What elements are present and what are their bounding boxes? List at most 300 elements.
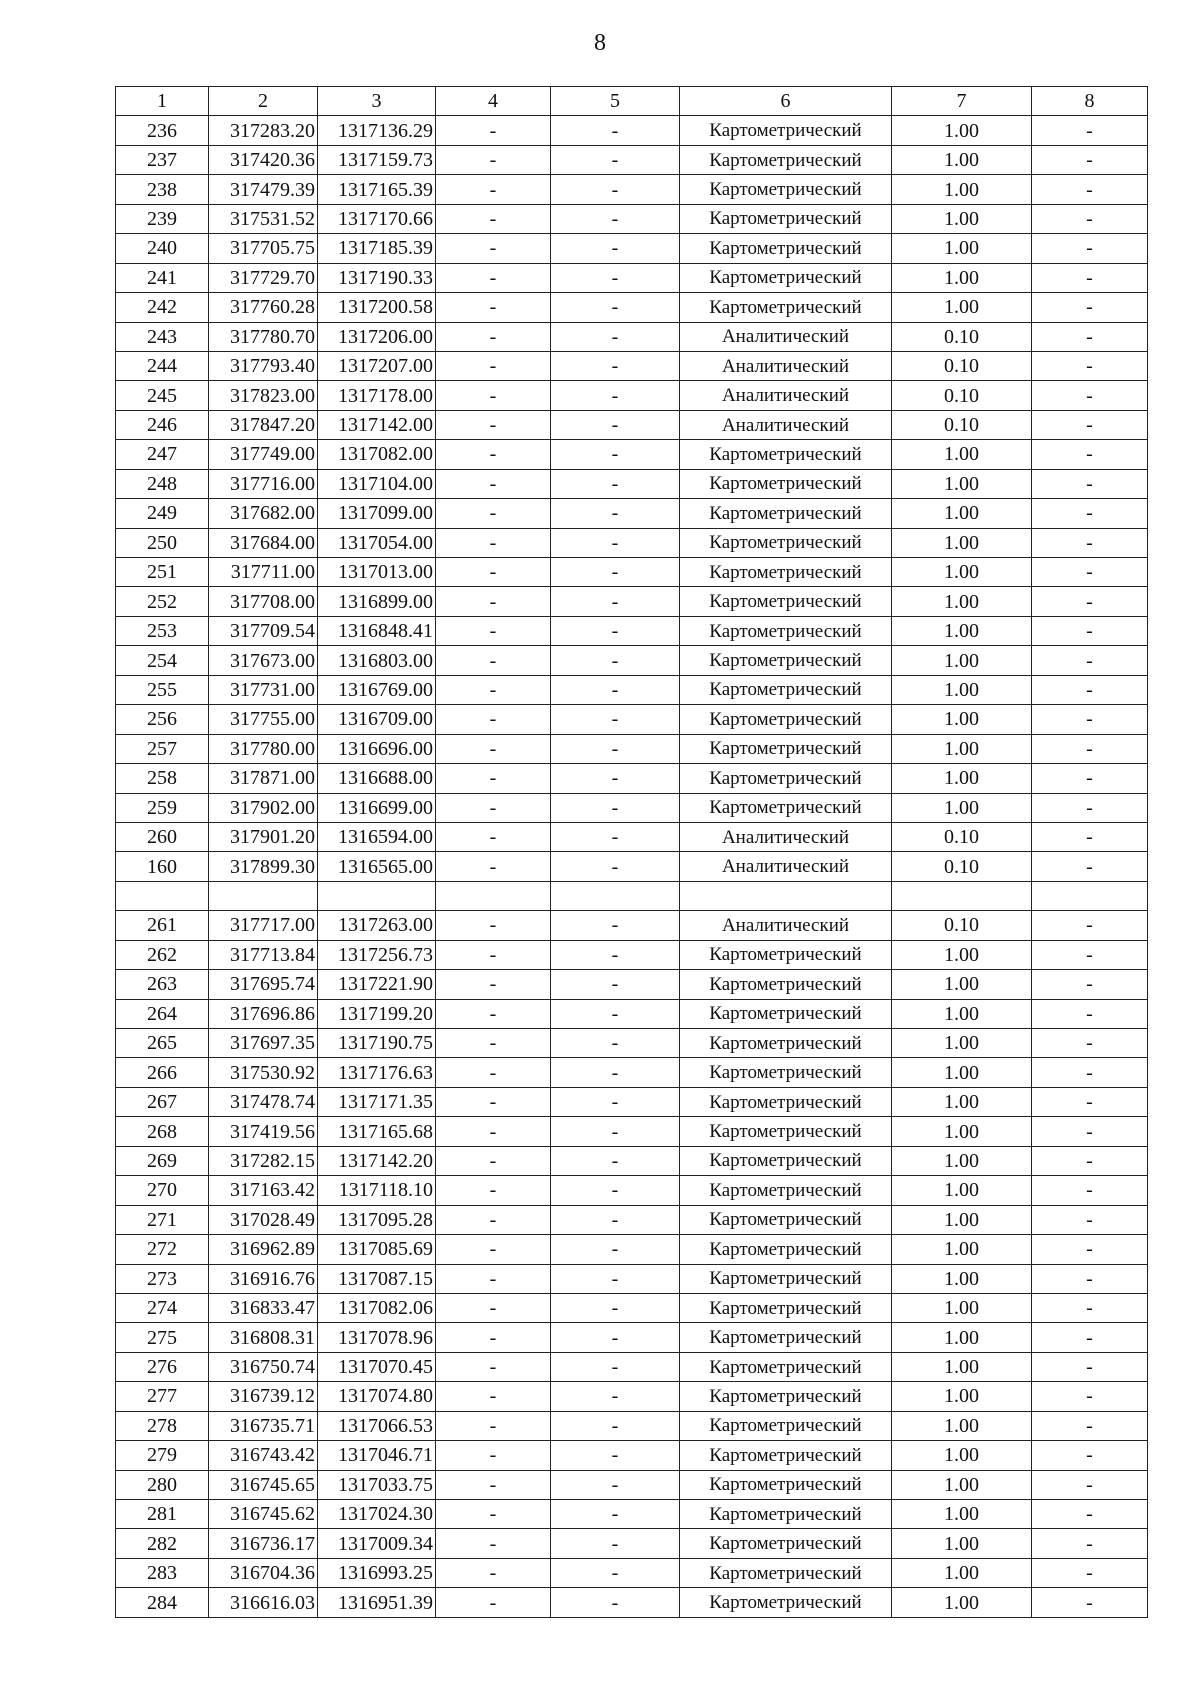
table-row	[116, 1382, 1148, 1411]
col4-cell: -	[436, 940, 551, 969]
col4-cell: -	[436, 440, 551, 469]
table-row	[116, 175, 1148, 204]
method-cell: Картометрический	[680, 1500, 892, 1529]
col4-cell: -	[436, 1323, 551, 1352]
x-coordinate-cell: 317711.00	[209, 558, 318, 587]
col5-cell: -	[551, 1588, 680, 1617]
accuracy-cell: 1.00	[892, 1558, 1032, 1587]
col5-cell: -	[551, 293, 680, 322]
col8-cell: -	[1032, 1441, 1148, 1470]
method-cell: Картометрический	[680, 558, 892, 587]
table-row	[116, 293, 1148, 322]
accuracy-cell: 1.00	[892, 999, 1032, 1028]
y-coordinate-cell: 1317170.66	[318, 204, 436, 233]
accuracy-cell: 1.00	[892, 116, 1032, 145]
table-row	[116, 764, 1148, 793]
x-coordinate-cell: 317755.00	[209, 705, 318, 734]
table-row	[116, 675, 1148, 704]
table-row	[116, 911, 1148, 940]
col8-cell: -	[1032, 852, 1148, 881]
table-row	[116, 1293, 1148, 1322]
table-row	[116, 1529, 1148, 1558]
y-coordinate-cell: 1316769.00	[318, 675, 436, 704]
col8-cell: -	[1032, 940, 1148, 969]
col8-cell: -	[1032, 646, 1148, 675]
y-coordinate-cell: 1317074.80	[318, 1382, 436, 1411]
col4-cell: -	[436, 1441, 551, 1470]
table-row	[116, 1588, 1148, 1617]
method-cell: Картометрический	[680, 1382, 892, 1411]
accuracy-cell: 1.00	[892, 175, 1032, 204]
table-row	[116, 1087, 1148, 1116]
point-number-cell: 236	[116, 116, 209, 145]
col8-cell: -	[1032, 1205, 1148, 1234]
col4-cell: -	[436, 1382, 551, 1411]
y-coordinate-cell: 1317256.73	[318, 940, 436, 969]
y-coordinate-cell: 1316699.00	[318, 793, 436, 822]
x-coordinate-cell: 316739.12	[209, 1382, 318, 1411]
col8-cell: -	[1032, 1117, 1148, 1146]
column-header-6: 6	[680, 87, 892, 116]
col5-cell: -	[551, 822, 680, 851]
col8-cell: -	[1032, 734, 1148, 763]
col8-cell	[1032, 881, 1148, 910]
col8-cell: -	[1032, 469, 1148, 498]
table-row	[116, 234, 1148, 263]
method-cell: Картометрический	[680, 764, 892, 793]
table-row	[116, 440, 1148, 469]
col4-cell	[436, 881, 551, 910]
table-row	[116, 1235, 1148, 1264]
col4-cell: -	[436, 764, 551, 793]
col8-cell: -	[1032, 911, 1148, 940]
accuracy-cell: 1.00	[892, 528, 1032, 557]
method-cell: Картометрический	[680, 145, 892, 174]
y-coordinate-cell: 1317178.00	[318, 381, 436, 410]
x-coordinate-cell: 317163.42	[209, 1176, 318, 1205]
accuracy-cell: 1.00	[892, 234, 1032, 263]
col5-cell: -	[551, 1293, 680, 1322]
method-cell: Аналитический	[680, 351, 892, 380]
col4-cell: -	[436, 528, 551, 557]
accuracy-cell	[892, 881, 1032, 910]
point-number-cell: 248	[116, 469, 209, 498]
y-coordinate-cell: 1317199.20	[318, 999, 436, 1028]
method-cell	[680, 881, 892, 910]
y-coordinate-cell: 1317104.00	[318, 469, 436, 498]
y-coordinate-cell: 1317082.06	[318, 1293, 436, 1322]
x-coordinate-cell: 317705.75	[209, 234, 318, 263]
table-row	[116, 116, 1148, 145]
col4-cell: -	[436, 499, 551, 528]
method-cell: Картометрический	[680, 440, 892, 469]
col8-cell: -	[1032, 970, 1148, 999]
method-cell: Картометрический	[680, 116, 892, 145]
x-coordinate-cell: 316745.62	[209, 1500, 318, 1529]
method-cell: Картометрический	[680, 616, 892, 645]
method-cell: Аналитический	[680, 410, 892, 439]
col4-cell: -	[436, 381, 551, 410]
accuracy-cell: 0.10	[892, 822, 1032, 851]
col5-cell: -	[551, 204, 680, 233]
col4-cell: -	[436, 234, 551, 263]
table-row	[116, 793, 1148, 822]
accuracy-cell: 1.00	[892, 734, 1032, 763]
point-number-cell: 257	[116, 734, 209, 763]
method-cell: Картометрический	[680, 1264, 892, 1293]
col4-cell: -	[436, 1058, 551, 1087]
method-cell: Картометрический	[680, 1058, 892, 1087]
column-header-7: 7	[892, 87, 1032, 116]
point-number-cell: 270	[116, 1176, 209, 1205]
accuracy-cell: 1.00	[892, 1382, 1032, 1411]
point-number-cell: 247	[116, 440, 209, 469]
accuracy-cell: 1.00	[892, 1176, 1032, 1205]
point-number-cell: 278	[116, 1411, 209, 1440]
method-cell: Аналитический	[680, 911, 892, 940]
table-row	[116, 646, 1148, 675]
col8-cell: -	[1032, 410, 1148, 439]
y-coordinate-cell: 1317190.33	[318, 263, 436, 292]
accuracy-cell: 1.00	[892, 1500, 1032, 1529]
x-coordinate-cell: 316750.74	[209, 1352, 318, 1381]
col5-cell: -	[551, 351, 680, 380]
col5-cell: -	[551, 410, 680, 439]
col8-cell: -	[1032, 204, 1148, 233]
col4-cell: -	[436, 822, 551, 851]
y-coordinate-cell: 1317033.75	[318, 1470, 436, 1499]
col5-cell: -	[551, 970, 680, 999]
table-row	[116, 1264, 1148, 1293]
x-coordinate-cell: 316916.76	[209, 1264, 318, 1293]
x-coordinate-cell: 317899.30	[209, 852, 318, 881]
accuracy-cell: 1.00	[892, 1087, 1032, 1116]
col8-cell: -	[1032, 528, 1148, 557]
table-row	[116, 705, 1148, 734]
col5-cell: -	[551, 1411, 680, 1440]
accuracy-cell: 0.10	[892, 351, 1032, 380]
col4-cell: -	[436, 145, 551, 174]
method-cell: Аналитический	[680, 381, 892, 410]
col8-cell: -	[1032, 322, 1148, 351]
col5-cell: -	[551, 1264, 680, 1293]
col8-cell: -	[1032, 1146, 1148, 1175]
y-coordinate-cell: 1317165.68	[318, 1117, 436, 1146]
x-coordinate-cell: 317823.00	[209, 381, 318, 410]
accuracy-cell: 1.00	[892, 1441, 1032, 1470]
col8-cell: -	[1032, 1176, 1148, 1205]
point-number-cell: 241	[116, 263, 209, 292]
col5-cell: -	[551, 1235, 680, 1264]
x-coordinate-cell: 317673.00	[209, 646, 318, 675]
point-number-cell: 242	[116, 293, 209, 322]
table-row	[116, 1029, 1148, 1058]
point-number-cell: 282	[116, 1529, 209, 1558]
accuracy-cell: 1.00	[892, 1146, 1032, 1175]
col4-cell: -	[436, 675, 551, 704]
col5-cell: -	[551, 911, 680, 940]
col8-cell: -	[1032, 1500, 1148, 1529]
col5-cell: -	[551, 675, 680, 704]
col5-cell: -	[551, 764, 680, 793]
table-row	[116, 881, 1148, 910]
col4-cell: -	[436, 1470, 551, 1499]
table-row	[116, 1441, 1148, 1470]
x-coordinate-cell: 317717.00	[209, 911, 318, 940]
accuracy-cell: 1.00	[892, 499, 1032, 528]
column-header-2: 2	[209, 87, 318, 116]
col5-cell: -	[551, 322, 680, 351]
y-coordinate-cell: 1316951.39	[318, 1588, 436, 1617]
x-coordinate-cell: 317282.15	[209, 1146, 318, 1175]
y-coordinate-cell: 1317159.73	[318, 145, 436, 174]
x-coordinate-cell: 317780.00	[209, 734, 318, 763]
col5-cell: -	[551, 1500, 680, 1529]
x-coordinate-cell: 317479.39	[209, 175, 318, 204]
col8-cell: -	[1032, 116, 1148, 145]
col5-cell: -	[551, 499, 680, 528]
col4-cell: -	[436, 1205, 551, 1234]
y-coordinate-cell: 1317207.00	[318, 351, 436, 380]
x-coordinate-cell: 317902.00	[209, 793, 318, 822]
y-coordinate-cell: 1317009.34	[318, 1529, 436, 1558]
page-number: 8	[594, 30, 606, 56]
point-number-cell: 252	[116, 587, 209, 616]
col5-cell: -	[551, 999, 680, 1028]
col5-cell: -	[551, 175, 680, 204]
table-row	[116, 381, 1148, 410]
accuracy-cell: 1.00	[892, 469, 1032, 498]
y-coordinate-cell: 1317136.29	[318, 116, 436, 145]
y-coordinate-cell: 1317070.45	[318, 1352, 436, 1381]
col8-cell: -	[1032, 1411, 1148, 1440]
method-cell: Картометрический	[680, 999, 892, 1028]
accuracy-cell: 1.00	[892, 587, 1032, 616]
x-coordinate-cell: 317749.00	[209, 440, 318, 469]
col5-cell: -	[551, 528, 680, 557]
point-number-cell: 262	[116, 940, 209, 969]
point-number-cell: 245	[116, 381, 209, 410]
accuracy-cell: 1.00	[892, 1058, 1032, 1087]
table-row	[116, 1146, 1148, 1175]
x-coordinate-cell: 317716.00	[209, 469, 318, 498]
point-number-cell: 238	[116, 175, 209, 204]
point-number-cell: 240	[116, 234, 209, 263]
x-coordinate-cell: 317731.00	[209, 675, 318, 704]
y-coordinate-cell: 1317221.90	[318, 970, 436, 999]
col8-cell: -	[1032, 1058, 1148, 1087]
table-row	[116, 322, 1148, 351]
y-coordinate-cell: 1317206.00	[318, 322, 436, 351]
point-number-cell: 268	[116, 1117, 209, 1146]
x-coordinate-cell: 316735.71	[209, 1411, 318, 1440]
col5-cell: -	[551, 263, 680, 292]
col8-cell: -	[1032, 175, 1148, 204]
x-coordinate-cell: 317530.92	[209, 1058, 318, 1087]
accuracy-cell: 1.00	[892, 1117, 1032, 1146]
col8-cell: -	[1032, 1588, 1148, 1617]
table-row	[116, 145, 1148, 174]
col5-cell: -	[551, 1352, 680, 1381]
point-number-cell: 269	[116, 1146, 209, 1175]
y-coordinate-cell: 1317095.28	[318, 1205, 436, 1234]
point-number-cell: 272	[116, 1235, 209, 1264]
col8-cell: -	[1032, 234, 1148, 263]
col4-cell: -	[436, 705, 551, 734]
x-coordinate-cell: 317708.00	[209, 587, 318, 616]
accuracy-cell: 1.00	[892, 293, 1032, 322]
col8-cell: -	[1032, 1029, 1148, 1058]
col5-cell: -	[551, 1058, 680, 1087]
accuracy-cell: 1.00	[892, 1323, 1032, 1352]
accuracy-cell: 1.00	[892, 705, 1032, 734]
y-coordinate-cell: 1317078.96	[318, 1323, 436, 1352]
method-cell: Картометрический	[680, 1323, 892, 1352]
col5-cell: -	[551, 1558, 680, 1587]
table-row	[116, 1205, 1148, 1234]
col8-cell: -	[1032, 145, 1148, 174]
col4-cell: -	[436, 204, 551, 233]
y-coordinate-cell: 1317185.39	[318, 234, 436, 263]
point-number-cell: 280	[116, 1470, 209, 1499]
accuracy-cell: 1.00	[892, 1352, 1032, 1381]
x-coordinate-cell: 317419.56	[209, 1117, 318, 1146]
x-coordinate-cell: 316743.42	[209, 1441, 318, 1470]
method-cell: Картометрический	[680, 793, 892, 822]
table-row	[116, 1058, 1148, 1087]
method-cell: Картометрический	[680, 175, 892, 204]
point-number-cell: 275	[116, 1323, 209, 1352]
table-row	[116, 499, 1148, 528]
table-row	[116, 351, 1148, 380]
method-cell: Картометрический	[680, 646, 892, 675]
y-coordinate-cell: 1317200.58	[318, 293, 436, 322]
col8-cell: -	[1032, 440, 1148, 469]
table-row	[116, 1352, 1148, 1381]
col8-cell: -	[1032, 1293, 1148, 1322]
col4-cell: -	[436, 646, 551, 675]
method-cell: Картометрический	[680, 528, 892, 557]
y-coordinate-cell: 1317142.20	[318, 1146, 436, 1175]
point-number-cell: 239	[116, 204, 209, 233]
method-cell: Картометрический	[680, 1470, 892, 1499]
col4-cell: -	[436, 469, 551, 498]
method-cell: Картометрический	[680, 1352, 892, 1381]
accuracy-cell: 1.00	[892, 558, 1032, 587]
y-coordinate-cell: 1317085.69	[318, 1235, 436, 1264]
accuracy-cell: 0.10	[892, 911, 1032, 940]
table-row	[116, 616, 1148, 645]
col4-cell: -	[436, 1411, 551, 1440]
col5-cell: -	[551, 145, 680, 174]
col8-cell: -	[1032, 1382, 1148, 1411]
x-coordinate-cell: 316833.47	[209, 1293, 318, 1322]
col8-cell: -	[1032, 1352, 1148, 1381]
col4-cell: -	[436, 322, 551, 351]
col4-cell: -	[436, 587, 551, 616]
y-coordinate-cell: 1316709.00	[318, 705, 436, 734]
x-coordinate-cell: 317697.35	[209, 1029, 318, 1058]
table-header	[116, 87, 1148, 116]
col8-cell: -	[1032, 675, 1148, 704]
col4-cell: -	[436, 1588, 551, 1617]
col5-cell: -	[551, 705, 680, 734]
method-cell: Картометрический	[680, 1411, 892, 1440]
x-coordinate-cell: 316736.17	[209, 1529, 318, 1558]
header-row	[116, 87, 1148, 116]
x-coordinate-cell: 317780.70	[209, 322, 318, 351]
col5-cell: -	[551, 734, 680, 763]
col5-cell: -	[551, 1529, 680, 1558]
point-number-cell: 260	[116, 822, 209, 851]
col8-cell: -	[1032, 793, 1148, 822]
col8-cell: -	[1032, 822, 1148, 851]
col4-cell: -	[436, 410, 551, 439]
col5-cell: -	[551, 1029, 680, 1058]
accuracy-cell: 1.00	[892, 1029, 1032, 1058]
col4-cell: -	[436, 116, 551, 145]
col8-cell: -	[1032, 1087, 1148, 1116]
point-number-cell: 261	[116, 911, 209, 940]
accuracy-cell: 1.00	[892, 616, 1032, 645]
col8-cell: -	[1032, 616, 1148, 645]
accuracy-cell: 1.00	[892, 1293, 1032, 1322]
y-coordinate-cell: 1316993.25	[318, 1558, 436, 1587]
col8-cell: -	[1032, 293, 1148, 322]
method-cell: Картометрический	[680, 705, 892, 734]
y-coordinate-cell: 1317190.75	[318, 1029, 436, 1058]
point-number-cell: 254	[116, 646, 209, 675]
accuracy-cell: 1.00	[892, 970, 1032, 999]
x-coordinate-cell: 317696.86	[209, 999, 318, 1028]
col4-cell: -	[436, 793, 551, 822]
point-number-cell: 267	[116, 1087, 209, 1116]
method-cell: Картометрический	[680, 1205, 892, 1234]
point-number-cell: 256	[116, 705, 209, 734]
table-row	[116, 1470, 1148, 1499]
x-coordinate-cell: 317531.52	[209, 204, 318, 233]
accuracy-cell: 0.10	[892, 322, 1032, 351]
method-cell: Картометрический	[680, 1558, 892, 1587]
col8-cell: -	[1032, 499, 1148, 528]
col4-cell: -	[436, 293, 551, 322]
y-coordinate-cell: 1317099.00	[318, 499, 436, 528]
accuracy-cell: 1.00	[892, 675, 1032, 704]
accuracy-cell: 0.10	[892, 410, 1032, 439]
col4-cell: -	[436, 1146, 551, 1175]
table-row	[116, 410, 1148, 439]
col8-cell: -	[1032, 1235, 1148, 1264]
col4-cell: -	[436, 1117, 551, 1146]
column-header-5: 5	[551, 87, 680, 116]
point-number-cell: 284	[116, 1588, 209, 1617]
point-number-cell: 274	[116, 1293, 209, 1322]
accuracy-cell: 0.10	[892, 381, 1032, 410]
col5-cell: -	[551, 469, 680, 498]
table-row	[116, 1117, 1148, 1146]
point-number-cell: 259	[116, 793, 209, 822]
method-cell: Картометрический	[680, 499, 892, 528]
y-coordinate-cell: 1317165.39	[318, 175, 436, 204]
table-row	[116, 1323, 1148, 1352]
point-number-cell: 249	[116, 499, 209, 528]
col5-cell: -	[551, 234, 680, 263]
col4-cell: -	[436, 911, 551, 940]
col8-cell: -	[1032, 1470, 1148, 1499]
col5-cell: -	[551, 852, 680, 881]
point-number-cell	[116, 881, 209, 910]
y-coordinate-cell: 1316803.00	[318, 646, 436, 675]
